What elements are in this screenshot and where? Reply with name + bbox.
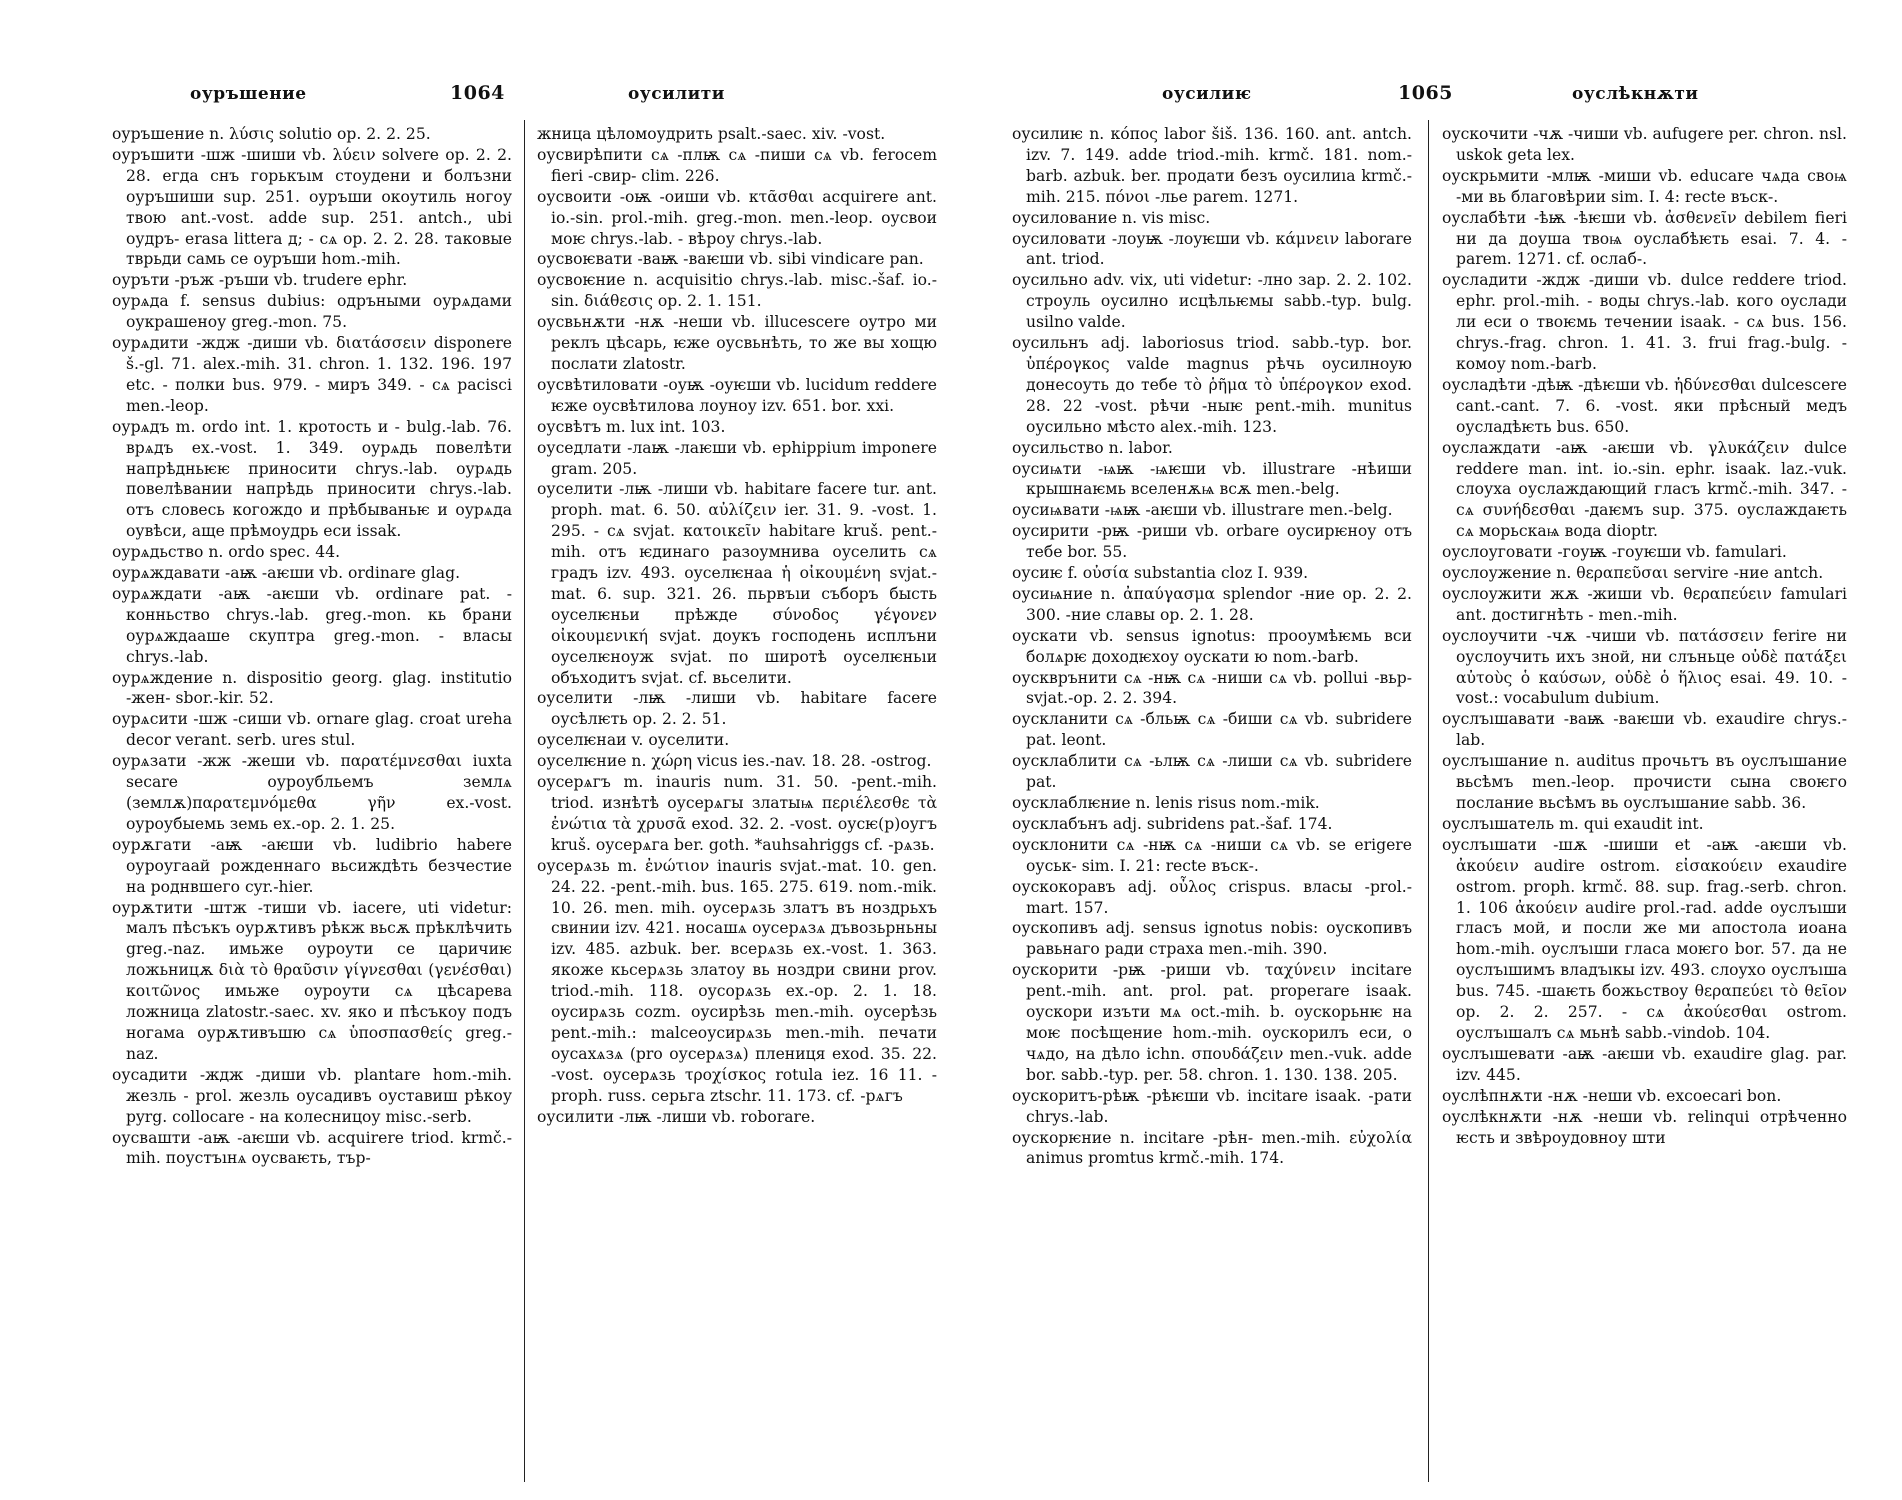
dictionary-entry: оусладити -ждж -диши vb. dulce reddere triod. ephr. prol.-mih. - воды chrys.-lab. кого оуслади ли еси о твоѥмь течении isaak. - сѧ bus. 156. chrys.-frag. chron. 1. 41. 3. frui frag.-bulg. - комоу nom.-barb. — [1442, 271, 1847, 373]
header-last-word: оуслѣкнѫти — [1572, 84, 1699, 104]
page-left — [112, 78, 948, 1488]
dictionary-entry: оусиѩти -ѩѭ -ѩѥши vb. illustrare -нѣиши крышнаѥмь вселенѫѩ всѫ men.-belg. — [1012, 459, 1412, 499]
dictionary-entry: оусилиѥ n. κόπος labor šiš. 136. 160. ant. antch. izv. 7. 149. adde triod.-mih. krmč. 181. nom.-barb. azbuk. ber. продати безъ оусилиıа krmč.-mih. 215. πόνοι -лье parem. 1271. — [1012, 125, 1412, 206]
page-number: 1064 — [450, 82, 505, 104]
dictionary-entry: оуслоучити -чѫ -чиши vb. πατάσσειν ferire ни оуслоучить ихъ зной, ни слъньце οὐδὲ πατάξει αὐτοὺς ὁ καύσων, οὐδὲ ὁ ἥλιος esai. 49. 10. -vost.: vocabulum dubium. — [1442, 626, 1847, 708]
dictionary-entry: оускопивъ adj. sensus ignotus nobis: оускопивъ равьнаго ради страха men.-mih. 390. — [1012, 919, 1412, 959]
running-header — [112, 78, 948, 112]
dictionary-entry: оусвѣтъ m. lux int. 103. — [537, 417, 726, 436]
dictionary-entry: оуслоужити жѫ -жиши vb. θεραπεύειν famulari ant. достигнѣть - men.-mih. — [1442, 584, 1847, 624]
dictionary-entry: оусиѩвати -ѩѭ -аѥши vb. illustrare men.-belg. — [1012, 501, 1393, 520]
dictionary-entry: оуселити -лѭ -лиши vb. habitare facere оусѣлѥть op. 2. 2. 51. — [537, 689, 937, 729]
dictionary-entry: оусиѩние n. ἀπαύγασμα splendor -ние op. 2. 2. 300. -ние славы op. 2. 1. 28. — [1012, 584, 1412, 624]
dictionary-entry: оуслъıшатель m. qui exaudit int. — [1442, 814, 1704, 833]
header-first-word: оусилиѥ — [1162, 84, 1252, 104]
column-rule — [1428, 120, 1429, 1482]
dictionary-entry: оускочити -чѫ -чиши vb. aufugere per. chron. nsl. uskok geta lex. — [1442, 125, 1847, 164]
dictionary-entry: оуслъıшати -шѫ -шиши et -аѭ -аѥши vb. ἀκούειν audire ostrom. εἰσακούειν exaudire ostrom. proph. krmč. 88. sup. frag.-serb. chron. 1. 106 ἀκούειν audire prol.-rad. adde оуслъıши гласъ мой, и посли же ми апостола иоана hom.-mih. оуслъıши гласа моѥго bor. 57. да не оуслъıшимъ владъıкы izv. 493. слоухо оуслъıша bus. 745. -шаѥть божьствоу θεραπεύει τὸ θεῖον op. 2. 2. 257. - сѧ ἀκούεσθαι ostrom. оуслъıшалъ сѧ мьнѣ sabb.-vindob. 104. — [1442, 835, 1847, 1042]
dictionary-entry: оусвирѣпити сѧ -плѭ сѧ -пиши сѧ vb. ferocem fieri -свир- clim. 226. — [537, 145, 937, 185]
dictionary-entry: оусилование n. vis misc. — [1012, 208, 1211, 227]
dictionary-entry: оурѧзати -жж -жеши vb. παρατέμνεσθαι iuxta secare оуроубльемъ землѧ (землѫ)παρατεμνόμεθα γῆν ex.-vost. оуроубыемь земь ex.-op. 2. 1. 25. — [112, 752, 512, 833]
dictionary-entry: оусвашти -аѭ -аѥши vb. acquirere triod. krmč.-mih. поустъıнѧ оусваѥть, тър- — [112, 1128, 512, 1168]
dictionary-entry: оуселѥнаи v. оуселити. — [537, 731, 730, 750]
dictionary-entry: оусвѣтиловати -оуѭ -оуѥши vb. lucidum reddere ѥже оусвѣтилова лоуноу izv. 651. bor. xxi. — [537, 375, 937, 415]
header-last-word: оусилити — [628, 84, 725, 104]
dictionary-entry: оусклаблѥние n. lenis risus nom.-mik. — [1012, 794, 1320, 812]
dictionary-entry: оусирити -рѭ -риши vb. orbare оусирѥноу отъ тебе bor. 55. — [1012, 522, 1412, 562]
dictionary-entry: оуслабѣти -ѣѭ -ѣѥши vb. ἀσθενεῖν debilem fieri ни да доуша твоѩ оуслабѣѥть esai. 7. 4. -parem. 1271. cf. ослаб-. — [1442, 208, 1847, 269]
dictionary-entry: оуслъıшевати -аѭ -аѥши vb. exaudire glag. par. izv. 445. — [1442, 1044, 1847, 1084]
dictionary-entry: оуслаждати -аѭ -аѥши vb. γλυκάζειν dulce reddere man. int. io.-sin. ephr. isaak. laz.-vuk. слоуха оуслаждающий гласъ krmč.-mih. 347. - сѧ συνήδεσθαι -даѥмъ sup. 375. оуслаждаѥть сѧ морьскаѩ вода dioptr. — [1442, 438, 1847, 541]
dictionary-entry: оусиловати -лоуѭ -лоуѥши vb. κάμνειν laborare ant. triod. — [1012, 229, 1412, 269]
dictionary-entry: жница цѣломоудрить psalt.-saec. xiv. -vost. — [537, 125, 886, 143]
dictionary-entry: оуслѣкнѫти -нѫ -неши vb. relinqui отрѣченно ѥсть и звѣроудовноу шти — [1442, 1107, 1847, 1147]
page-number: 1065 — [1398, 82, 1453, 104]
dictionary-entry: оускрьмити -млѭ -миши vb. educare чѧда своѩ -ми вь благовѣрии sim. I. 4: recte въск-. — [1442, 166, 1847, 206]
dictionary-entry: оускорити -рѭ -риши vb. ταχύνειν incitare pent.-mih. ant. prol. pat. properare isaak. оускори изъти мѧ oct.-mih. b. оускорьнѥ на моѥ посѣщение hom.-mih. оускорилъ еси, о чѧдо, на дѣло ichn. σπουδάζειν men.-vuk. adde bor. sabb.-typ. per. 58. chron. 1. 130. 138. 205. — [1012, 961, 1412, 1084]
dictionary-entry: оусиѥ f. οὐσία substantia cloz I. 939. — [1012, 564, 1309, 583]
dictionary-entry: оурѧждение n. dispositio georg. glag. institutio -жен- sbor.-kir. 52. — [112, 668, 512, 708]
dictionary-entry: оуслоуговати -гоуѭ -гоуѥши vb. famulari. — [1442, 543, 1787, 562]
dictionary-entry: оурѧдити -ждж -диши vb. διατάσσειν disponere š.-gl. 71. alex.-mih. 31. chron. 1. 132. 196. 197 etc. - полки bus. 979. - миръ 349. - сѧ pacisci men.-leop. — [112, 334, 512, 415]
dictionary-entry: оускоритъ-рѣѭ -рѣѥши vb. incitare isaak. -рати chrys.-lab. — [1012, 1086, 1412, 1126]
column-right — [537, 124, 937, 1484]
dictionary-entry: оусклабънъ adj. subridens pat.-šaf. 174. — [1012, 814, 1333, 833]
column-rule — [524, 120, 525, 1482]
dictionary-entry: оусадити -ждж -диши vb. plantare hom.-mih. жезль - prol. жезль оусадивъ оуставиш рѣкоу pyrg. collocare - на колесницоу misc.-serb. — [112, 1065, 512, 1126]
dictionary-entry: оуседлати -лаѭ -лаѥши vb. ephippium imponere gram. 205. — [537, 438, 937, 478]
dictionary-entry: оуслѣпнѫти -нѫ -неши vb. excoecari bon. — [1442, 1086, 1782, 1105]
dictionary-entry: оуслъıшавати -ваѭ -ваѥши vb. exaudire chrys.-lab. — [1442, 710, 1847, 750]
dictionary-entry: оурѧдьство n. ordo spec. 44. — [112, 543, 341, 562]
dictionary-entry: оускати vb. sensus ignotus: прооумѣѥмь вси болѧрѥ доходѥхоу оускати ю nom.-barb. — [1012, 626, 1412, 666]
dictionary-entry: оусладѣти -дѣѭ -дѣѥши vb. ἡδύνεσθαι dulcescere cant.-cant. 7. 6. -vost. яки прѣсный медъ оусладѣѥть bus. 650. — [1442, 375, 1847, 436]
dictionary-entry: оуселити -лѭ -лиши vb. habitare facere tur. ant. proph. mat. 6. 50. αὐλίζειν ier. 31. 9. -vost. 1. 295. - сѧ svjat. κατοικεῖν habitare kruš. pent.-mih. отъ ѥдинаго разоумнива оуселить сѧ градъ izv. 493. оуселѥнаа ἡ οἰκουμένη svjat.-mat. 6. sup. 321. 26. пьрвъıи съборъ бысть оуселѥньи прѣжде σύνοδος γέγονεν οἰκουμενική svjat. доукъ господень исплъни оуселѥноуж svjat. по широтѣ оуселѥньıи объходитъ svjat. cf. вьселити. — [537, 480, 937, 687]
dictionary-entry: оускокоравъ adj. οὖλος crispus. власы -prol.-mart. 157. — [1012, 877, 1412, 917]
running-header — [1012, 78, 1852, 112]
column-left — [112, 124, 512, 1484]
dictionary-entry: оусильно adv. vix, uti videtur: -лно зар. 2. 2. 102. строуль оусилно исцѣльѥмы sabb.-typ. bulg. usilno valde. — [1012, 271, 1412, 332]
dictionary-entry: оусильство n. labor. — [1012, 438, 1173, 457]
dictionary-entry: оурѧждавати -аѭ -аѥши vb. ordinare glag. — [112, 564, 461, 583]
dictionary-entry: оурѫтити -штж -тиши vb. iacere, uti videtur: малъ пѣсъкъ оурѫтивъ рѣкж вьсѫ прѣклѣчить greg.-naz. имьже оуроути се царичиѥ ложьницѫ διὰ τὸ θραῦσιν γίγνεσθαι (γενέσθαι) κοιτῶνος имьже оуроути сѧ цѣсарева ложница zlatostr.-saec. xv. яко и пѣсъкоу подъ ногама оурѫтивъшю сѧ ὑποσπασθείς greg.-naz. — [112, 898, 512, 1063]
dictionary-entry: оусерѧгъ m. inauris num. 31. 50. -pent.-mih. triod. изнѣтѣ оусерѧгы златыѩ περιέλεσθε τὰ ἐνώτια τὰ χρυσᾶ exod. 32. 2. -vost. оусѥ(р)оугъ kruš. оусерѧга ber. goth. *auhsahriggs cf. -рѧзь. — [537, 773, 937, 854]
dictionary-entry: оуръшение n. λύσις solutio op. 2. 2. 25. — [112, 125, 431, 143]
dictionary-entry: оусклонити сѧ -нѭ сѧ -ниши сѧ vb. se erigere оуськ- sim. I. 21: recte въск-. — [1012, 835, 1412, 875]
dictionary-entry: оусерѧзь m. ἐνώτιον inauris svjat.-mat. 10. gen. 24. 22. -pent.-mih. bus. 165. 275. 619. nom.-mik. 10. 26. men. mih. оусерѧзь златъ въ ноздрьхъ свинии izv. 421. носашѧ оусерѧзѧ дъвозьрньны izv. 485. azbuk. ber. всерѧзь ex.-vost. 1. 363. якоже кьсерѧзь златоу вь ноздри свини prov. triod.-mih. 118. оусорѧзь ex.-op. 2. 1. 18. оусирѧзь cozm. оусирѣзь men.-mih. оусерѣзь pent.-mih.: malceоусирѧзь men.-mih. печати оусахѧзѧ (pro оусерѧзѧ) плениця exod. 35. 22. -vost. оусерѧзь τροχίσκος rotula iez. 16 11. -proph. russ. серьга ztschr. 11. 173. cf. -рѧгъ — [537, 856, 937, 1105]
dictionary-entry: оусвоѥвати -ваѭ -ваѥши vb. sibi vindicare pan. — [537, 250, 924, 269]
dictionary-entry: оуселѥние n. χώρη vicus ies.-nav. 18. 28. -ostrog. — [537, 752, 932, 771]
page-right — [1012, 78, 1852, 1488]
dictionary-entry: оурѫгати -аѭ -аѥши vb. ludibrio habere оуроугаай рожденнаго вьсиждѣть безчестие на роднвшего cyr.-hier. — [112, 835, 512, 896]
dictionary-entry: оуръти -ръж -ръши vb. trudere ephr. — [112, 271, 408, 290]
dictionary-entry: оурѧсити -шж -сиши vb. ornare glag. croat ureha decor verant. serb. ures stul. — [112, 710, 512, 750]
dictionary-entry: оусклаблити сѧ -ьлѭ сѧ -лиши сѧ vb. subridere pat. — [1012, 752, 1412, 792]
dictionary-entry: оурѧда f. sensus dubius: одръными оурѧдами оукрашеноу greg.-mon. 75. — [112, 292, 512, 332]
dictionary-entry: оусвьнѫти -нѫ -неши vb. illucescere оутро ми реклъ цѣсарь, ѥже оусвьнѣть, то же вы хощю послати zlatostr. — [537, 313, 937, 373]
dictionary-entry: оускврънити сѧ -нѭ сѧ -ниши сѧ vb. pollui -вьр- svjat.-op. 2. 2. 394. — [1012, 668, 1412, 708]
dictionary-entry: оускорѥние n. incitare -рѣн- men.-mih. εὐχολία animus promtus krmč.-mih. 174. — [1012, 1128, 1412, 1168]
dictionary-entry: оусвоити -оѭ -оиши vb. κτᾶσθαι acquirere ant. io.-sin. prol.-mih. greg.-mon. men.-leop. оусвои моѥ chrys.-lab. - вѣроу chrys.-lab. — [537, 187, 937, 248]
dictionary-entry: оусилити -лѭ -лиши vb. roborare. — [537, 1107, 816, 1126]
dictionary-entry: оуръшити -шж -шиши vb. λύειν solvere op. 2. 2. 28. егда снъ горькъıм стоудени и болъзни оуръшиши sup. 251. оуръши окоутиль ногоу твою ant.-vost. adde sup. 251. antch., ubi оудръ- erasa littera д; - сѧ op. 2. 2. 28. таковые тврьди самь се оуръши hom.-mih. — [112, 145, 512, 269]
dictionary-entry: оускланити сѧ -бльѭ сѧ -биши сѧ vb. subridere pat. leont. — [1012, 710, 1412, 750]
dictionary-entry: оурѧждати -аѭ -аѥши vb. ordinare pat. - конньство chrys.-lab. greg.-mon. кь брани оурѧждааше скуптра greg.-mon. - власы chrys.-lab. — [112, 584, 512, 666]
dictionary-entry: оуслъıшание n. auditus прочьтъ въ оуслъıшание вьсѣмъ men.-leop. прочисти сына своѥго послание вьсѣмъ вь оуслъıшание sabb. 36. — [1442, 752, 1847, 812]
header-first-word: оуръшение — [190, 84, 307, 104]
column-right — [1442, 124, 1847, 1484]
dictionary-entry: оуслоужение n. θεραπεῦσαι servire -ние antch. — [1442, 564, 1824, 583]
dictionary-entry: оусильнъ adj. laboriosus triod. sabb.-typ. bor. ὑπέρογκος valde magnus рѣчь оусилноую донесоуть до тебе τὸ ῥῆμα τὸ ὑπέρογκον exod. 28. 22 -vost. рѣчи -ныѥ pent.-mih. munitus оусильно мѣсто alex.-mih. 123. — [1012, 334, 1412, 436]
column-left — [1012, 124, 1412, 1484]
dictionary-entry: оурѧдъ m. ordo int. 1. кротость и - bulg.-lab. 76. врѧдъ ex.-vost. 1. 349. оурѧдь повелѣти напрѣдньѥѥ приносити chrys.-lab. оурѧдь повелѣвании напрѣдь приносити chrys.-lab. отъ словесь когождо и прѣбываньѥ и оурѧда оувѣси, аще прѣмоудрь еси issak. — [112, 417, 512, 541]
dictionary-entry: оусвоѥние n. acquisitio chrys.-lab. misc.-šaf. io.-sin. διάθεσις op. 2. 1. 151. — [537, 271, 937, 311]
